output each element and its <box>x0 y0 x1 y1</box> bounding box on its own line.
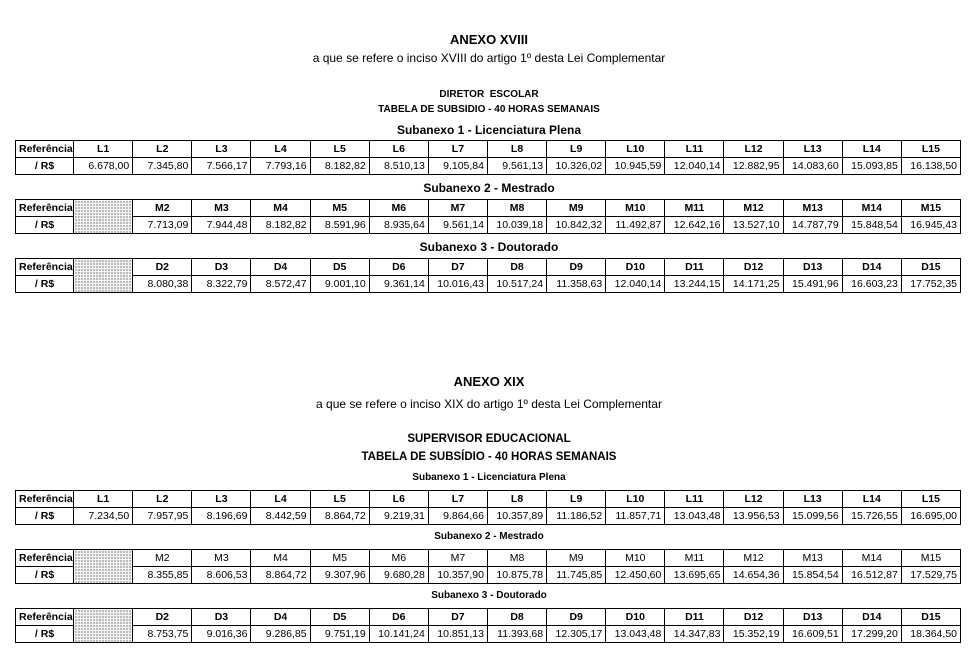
level-header: M8 <box>487 550 546 567</box>
salary-value: 15.491,96 <box>783 276 842 293</box>
annex19-sub2-table <box>15 549 961 584</box>
level-header: L10 <box>606 491 665 508</box>
level-header: D9 <box>547 259 606 276</box>
annex18-role: DIRETOR ESCOLAR <box>439 89 539 100</box>
level-header: L2 <box>133 491 192 508</box>
salary-value: 10.851,13 <box>428 626 487 643</box>
salary-value: 7.345,80 <box>133 158 192 175</box>
level-header: M2 <box>133 550 192 567</box>
level-header: L1 <box>74 141 133 158</box>
level-header: L10 <box>606 141 665 158</box>
salary-value: 12.040,14 <box>606 276 665 293</box>
salary-value: 10.016,43 <box>428 276 487 293</box>
salary-value: 10.945,59 <box>606 158 665 175</box>
level-header: M14 <box>842 550 901 567</box>
salary-value: 16.695,00 <box>901 508 960 525</box>
level-header: D14 <box>842 609 901 626</box>
level-header: D3 <box>192 609 251 626</box>
level-header: L5 <box>310 141 369 158</box>
annex18-sub3-title: Subanexo 3 - Doutorado <box>419 240 559 254</box>
level-header: M15 <box>901 550 960 567</box>
reference-label: Referência <box>16 141 74 158</box>
level-header: D7 <box>428 259 487 276</box>
annex18-sub3-table <box>15 258 961 293</box>
level-header: M14 <box>842 200 901 217</box>
salary-value: 17.752,35 <box>901 276 960 293</box>
salary-value: 15.093,85 <box>842 158 901 175</box>
annex19-role: SUPERVISOR EDUCACIONAL <box>407 433 571 445</box>
salary-value: 8.572,47 <box>251 276 310 293</box>
salary-value: 8.591,96 <box>310 217 369 234</box>
annex19-sub1-table <box>15 490 961 525</box>
dotted-empty-cell <box>74 609 133 643</box>
salary-value: 11.492,87 <box>606 217 665 234</box>
salary-value: 7.234,50 <box>74 508 133 525</box>
level-header: L15 <box>901 491 960 508</box>
value-row <box>16 217 961 234</box>
level-header: D12 <box>724 259 783 276</box>
level-header: L2 <box>133 141 192 158</box>
level-header: D5 <box>310 259 369 276</box>
salary-value: 11.745,85 <box>547 567 606 584</box>
salary-value: 12.305,17 <box>547 626 606 643</box>
currency-label: / R$ <box>16 217 74 234</box>
level-header: L9 <box>547 491 606 508</box>
level-header: M11 <box>665 200 724 217</box>
level-header: L7 <box>428 491 487 508</box>
salary-value: 15.854,54 <box>783 567 842 584</box>
level-header: L14 <box>842 491 901 508</box>
currency-label: / R$ <box>16 508 74 525</box>
level-header: D15 <box>901 259 960 276</box>
level-header: M2 <box>133 200 192 217</box>
salary-value: 10.842,32 <box>547 217 606 234</box>
annex18-sub1-title: Subanexo 1 - Licenciatura Plena <box>396 123 582 137</box>
salary-value: 11.186,52 <box>547 508 606 525</box>
salary-value: 8.510,13 <box>369 158 428 175</box>
level-header: D6 <box>369 609 428 626</box>
header-row <box>16 491 961 508</box>
salary-value: 17.529,75 <box>901 567 960 584</box>
salary-value: 8.196,69 <box>192 508 251 525</box>
annex18-table-title: TABELA DE SUBSÍDIO - 40 HORAS SEMANAIS <box>378 104 600 114</box>
level-header: M12 <box>724 200 783 217</box>
dotted-empty-cell <box>74 550 133 584</box>
salary-value: 7.793,16 <box>251 158 310 175</box>
header-row <box>16 200 961 217</box>
salary-value: 7.944,48 <box>192 217 251 234</box>
salary-value: 8.753,75 <box>133 626 192 643</box>
salary-value: 13.956,53 <box>724 508 783 525</box>
level-header: L7 <box>428 141 487 158</box>
level-header: L4 <box>251 141 310 158</box>
level-header: L3 <box>192 141 251 158</box>
salary-value: 9.016,36 <box>192 626 251 643</box>
level-header: L12 <box>724 141 783 158</box>
level-header: D3 <box>192 259 251 276</box>
level-header: M5 <box>310 200 369 217</box>
header-row <box>16 550 961 567</box>
salary-value: 12.450,60 <box>606 567 665 584</box>
salary-value: 12.040,14 <box>665 158 724 175</box>
level-header: D9 <box>547 609 606 626</box>
level-header: D8 <box>487 609 546 626</box>
salary-value: 11.358,63 <box>547 276 606 293</box>
currency-label: / R$ <box>16 567 74 584</box>
salary-value: 15.726,55 <box>842 508 901 525</box>
level-header: L6 <box>369 491 428 508</box>
level-header: M10 <box>606 200 665 217</box>
value-row <box>16 508 961 525</box>
salary-value: 17.299,20 <box>842 626 901 643</box>
salary-value: 16.138,50 <box>901 158 960 175</box>
level-header: D6 <box>369 259 428 276</box>
level-header: M8 <box>487 200 546 217</box>
dotted-empty-cell <box>74 259 133 293</box>
salary-value: 10.039,18 <box>487 217 546 234</box>
salary-value: 8.355,85 <box>133 567 192 584</box>
level-header: D4 <box>251 259 310 276</box>
level-header: M5 <box>310 550 369 567</box>
annex19-sub2-title: Subanexo 2 - Mestrado <box>434 531 544 542</box>
salary-value: 6.678,00 <box>74 158 133 175</box>
level-header: M13 <box>783 200 842 217</box>
level-header: M3 <box>192 200 251 217</box>
salary-value: 13.043,48 <box>606 626 665 643</box>
value-row <box>16 626 961 643</box>
salary-value: 16.603,23 <box>842 276 901 293</box>
level-header: D11 <box>665 259 724 276</box>
salary-value: 8.864,72 <box>251 567 310 584</box>
value-row <box>16 158 961 175</box>
level-header: M7 <box>428 200 487 217</box>
salary-value: 9.680,28 <box>369 567 428 584</box>
annex19-table-title: TABELA DE SUBSÍDIO - 40 HORAS SEMANAIS <box>361 451 617 463</box>
salary-value: 12.882,95 <box>724 158 783 175</box>
header-row <box>16 259 961 276</box>
value-row <box>16 567 961 584</box>
level-header: M3 <box>192 550 251 567</box>
salary-value: 15.848,54 <box>842 217 901 234</box>
annex18-title: ANEXO XVIII <box>449 32 529 47</box>
level-header: D10 <box>606 609 665 626</box>
level-header: M6 <box>369 550 428 567</box>
level-header: D13 <box>783 609 842 626</box>
salary-value: 9.307,96 <box>310 567 369 584</box>
level-header: L11 <box>665 141 724 158</box>
salary-value: 8.322,79 <box>192 276 251 293</box>
salary-value: 13.043,48 <box>665 508 724 525</box>
level-header: D10 <box>606 259 665 276</box>
level-header: D4 <box>251 609 310 626</box>
level-header: L11 <box>665 491 724 508</box>
level-header: M6 <box>369 200 428 217</box>
level-header: M11 <box>665 550 724 567</box>
salary-value: 7.713,09 <box>133 217 192 234</box>
level-header: L9 <box>547 141 606 158</box>
salary-value: 8.606,53 <box>192 567 251 584</box>
level-header: L14 <box>842 141 901 158</box>
level-header: M4 <box>251 200 310 217</box>
level-header: L12 <box>724 491 783 508</box>
salary-value: 8.182,82 <box>251 217 310 234</box>
salary-value: 10.326,02 <box>547 158 606 175</box>
level-header: L5 <box>310 491 369 508</box>
salary-value: 9.751,19 <box>310 626 369 643</box>
salary-value: 14.787,79 <box>783 217 842 234</box>
salary-value: 9.001,10 <box>310 276 369 293</box>
salary-value: 8.080,38 <box>133 276 192 293</box>
level-header: M12 <box>724 550 783 567</box>
reference-label: Referência <box>16 259 74 276</box>
annex18-subtitle: a que se refere o inciso XVIII do artigo 1º desta Lei Complementar <box>312 51 666 65</box>
reference-label: Referência <box>16 609 74 626</box>
salary-value: 9.219,31 <box>369 508 428 525</box>
salary-value: 12.642,16 <box>665 217 724 234</box>
level-header: D5 <box>310 609 369 626</box>
level-header: D2 <box>133 259 192 276</box>
salary-value: 16.609,51 <box>783 626 842 643</box>
level-header: L13 <box>783 491 842 508</box>
salary-value: 9.561,14 <box>428 217 487 234</box>
salary-value: 8.442,59 <box>251 508 310 525</box>
level-header: L8 <box>487 141 546 158</box>
currency-label: / R$ <box>16 158 74 175</box>
level-header: D12 <box>724 609 783 626</box>
salary-value: 10.517,24 <box>487 276 546 293</box>
annex18-sub1-table <box>15 140 961 175</box>
salary-value: 9.105,84 <box>428 158 487 175</box>
level-header: D2 <box>133 609 192 626</box>
salary-value: 14.171,25 <box>724 276 783 293</box>
salary-value: 9.864,66 <box>428 508 487 525</box>
salary-value: 9.286,85 <box>251 626 310 643</box>
salary-value: 15.352,19 <box>724 626 783 643</box>
annex19-sub3-title: Subanexo 3 - Doutorado <box>431 590 547 601</box>
annex19-title: ANEXO XIX <box>453 374 525 389</box>
salary-value: 11.393,68 <box>487 626 546 643</box>
salary-value: 14.347,83 <box>665 626 724 643</box>
value-row <box>16 276 961 293</box>
level-header: D15 <box>901 609 960 626</box>
salary-value: 11.857,71 <box>606 508 665 525</box>
salary-value: 18.364,50 <box>901 626 960 643</box>
annex19-sub1-title: Subanexo 1 - Licenciatura Plena <box>412 472 566 483</box>
level-header: L4 <box>251 491 310 508</box>
salary-value: 8.935,64 <box>369 217 428 234</box>
annex19-sub3-table <box>15 608 961 643</box>
dotted-empty-cell <box>74 200 133 234</box>
annex18-sub2-title: Subanexo 2 - Mestrado <box>423 181 555 195</box>
level-header: M4 <box>251 550 310 567</box>
salary-value: 16.945,43 <box>901 217 960 234</box>
level-header: L15 <box>901 141 960 158</box>
salary-value: 13.527,10 <box>724 217 783 234</box>
salary-value: 14.083,60 <box>783 158 842 175</box>
salary-value: 8.182,82 <box>310 158 369 175</box>
currency-label: / R$ <box>16 626 74 643</box>
level-header: D11 <box>665 609 724 626</box>
salary-value: 7.957,95 <box>133 508 192 525</box>
salary-value: 10.357,89 <box>487 508 546 525</box>
annex19-subtitle: a que se refere o inciso XIX do artigo 1º desta Lei Complementar <box>316 397 662 411</box>
reference-label: Referência <box>16 200 74 217</box>
salary-value: 10.875,78 <box>487 567 546 584</box>
annex18-sub2-table <box>15 199 961 234</box>
reference-label: Referência <box>16 550 74 567</box>
salary-value: 7.566,17 <box>192 158 251 175</box>
level-header: M13 <box>783 550 842 567</box>
header-row <box>16 609 961 626</box>
salary-value: 9.361,14 <box>369 276 428 293</box>
level-header: M9 <box>547 200 606 217</box>
salary-value: 14.654,36 <box>724 567 783 584</box>
salary-value: 10.141,24 <box>369 626 428 643</box>
salary-value: 13.244,15 <box>665 276 724 293</box>
salary-value: 8.864,72 <box>310 508 369 525</box>
level-header: M15 <box>901 200 960 217</box>
level-header: L1 <box>74 491 133 508</box>
level-header: D8 <box>487 259 546 276</box>
level-header: L3 <box>192 491 251 508</box>
salary-value: 9.561,13 <box>487 158 546 175</box>
header-row <box>16 141 961 158</box>
level-header: L8 <box>487 491 546 508</box>
level-header: D14 <box>842 259 901 276</box>
salary-value: 15.099,56 <box>783 508 842 525</box>
level-header: L6 <box>369 141 428 158</box>
level-header: M10 <box>606 550 665 567</box>
salary-value: 13.695,65 <box>665 567 724 584</box>
reference-label: Referência <box>16 491 74 508</box>
level-header: D13 <box>783 259 842 276</box>
currency-label: / R$ <box>16 276 74 293</box>
level-header: M9 <box>547 550 606 567</box>
level-header: D7 <box>428 609 487 626</box>
salary-value: 16.512,87 <box>842 567 901 584</box>
level-header: M7 <box>428 550 487 567</box>
salary-value: 10.357,90 <box>428 567 487 584</box>
level-header: L13 <box>783 141 842 158</box>
